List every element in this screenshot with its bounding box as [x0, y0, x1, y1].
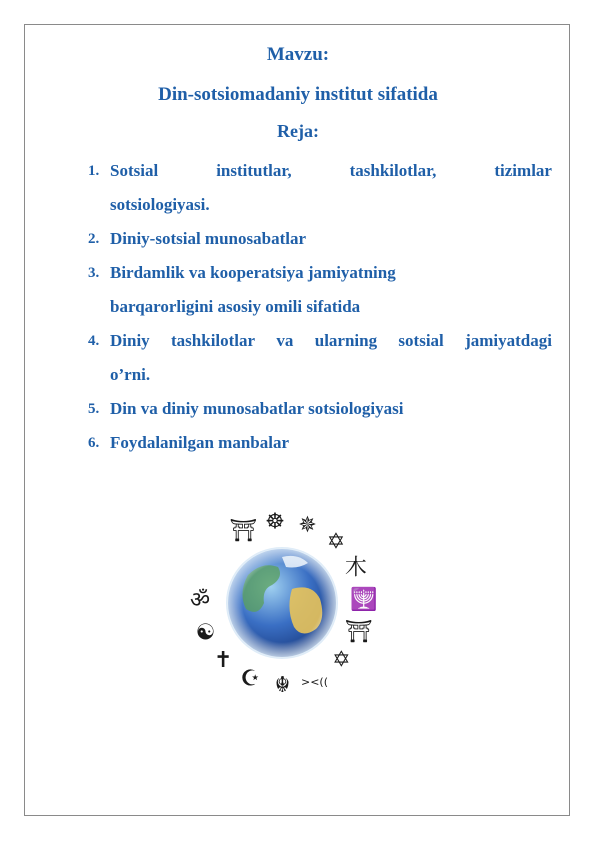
cross-icon: ✝	[213, 648, 233, 674]
hexagram-icon: ✡	[332, 647, 351, 673]
om-icon: ॐ	[189, 588, 211, 614]
plan-item-text: Diniy-sotsial munosabatlar	[110, 229, 306, 248]
khanda-icon: ☬	[274, 673, 291, 698]
plan-item-number: 4.	[88, 333, 100, 349]
plan-item-3	[88, 256, 552, 324]
plan-item-number: 2.	[88, 231, 100, 247]
plan-item-word: ularning	[314, 331, 378, 350]
plan-item-6	[88, 426, 552, 460]
buddha-icon: ⛩	[229, 518, 258, 544]
globe-icon	[226, 547, 338, 659]
plan-item-continuation: sotsiologiyasi.	[110, 195, 210, 214]
plan-item-number: 5.	[88, 401, 100, 417]
plan-item-continuation: o’rni.	[110, 365, 151, 384]
plan-item-2	[88, 222, 552, 256]
torii-icon: ⛩	[344, 619, 373, 645]
menorah-icon: 🕎	[350, 587, 378, 613]
page-title: Din-sotsiomadaniy institut sifatida	[158, 84, 438, 105]
plan-item-number: 6.	[88, 435, 100, 451]
plan-item-number: 3.	[88, 265, 100, 281]
plan-item-5	[88, 392, 552, 426]
religions-globe-illustration	[170, 505, 390, 705]
plan-list	[88, 154, 552, 460]
kanji-tree-icon: 木	[344, 555, 367, 581]
dharma-wheel-icon: ☸	[265, 509, 285, 535]
star-of-david-icon: ✡	[326, 529, 346, 555]
plan-item-text: Din va diniy munosabatlar sotsiologiyasi	[110, 399, 404, 418]
plan-label: Reja:	[277, 121, 319, 141]
plan-item-word: tizimlar	[494, 161, 552, 180]
plan-item-word: tashkilotlar	[171, 331, 256, 350]
plan-item-word: jamiyatdagi	[465, 331, 552, 350]
plan-item-1	[88, 154, 552, 222]
plan-item-word: va	[276, 331, 294, 350]
topic-label: Mavzu:	[266, 44, 330, 65]
plan-item-text: Birdamlik va kooperatsiya jamiyatning	[110, 263, 396, 282]
plan-item-word: Diniy	[110, 331, 150, 350]
jain-star-icon: ✵	[298, 513, 317, 539]
yin-yang-icon: ☯	[195, 620, 216, 646]
plan-item-continuation: barqarorligini asosiy omili sifatida	[110, 297, 361, 316]
crescent-star-icon: ☪	[240, 666, 261, 692]
plan-item-word: Sotsial	[110, 161, 159, 180]
plan-item-number: 1.	[88, 163, 100, 179]
plan-item-word: tashkilotlar,	[349, 161, 437, 180]
plan-item-word: sotsial	[398, 331, 444, 350]
plan-item-text: Foydalanilgan manbalar	[110, 433, 290, 452]
ichthys-icon: ><((	[300, 675, 329, 689]
plan-item-word: institutlar,	[216, 161, 292, 180]
plan-item-4	[88, 324, 552, 392]
